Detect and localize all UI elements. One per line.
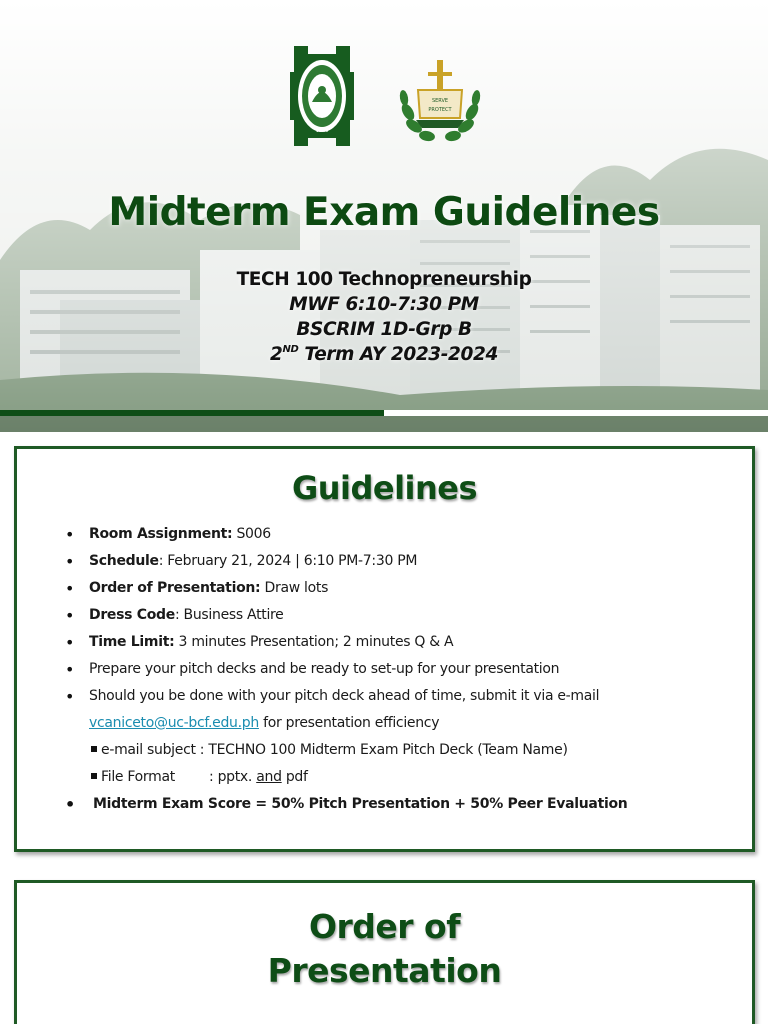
list-item-submit: • Should you be done with your pitch deck ahead of time, submit it via e-mail (89, 683, 732, 710)
accent-stripe-white (384, 410, 768, 416)
criminal-justice-emblem-logo (394, 56, 486, 148)
svg-text:1946: 1946 (315, 128, 329, 134)
list-item-schedule: • Schedule: February 21, 2024 | 6:10 PM-7:30 PM (89, 548, 732, 575)
title-slide (0, 0, 768, 432)
course-name: TECH 100 Technopreneurship (236, 269, 532, 290)
list-item-time-limit: • Time Limit: 3 minutes Presentation; 2 minutes Q & A (89, 629, 732, 656)
list-item-prepare: • Prepare your pitch decks and be ready to set-up for your presentation (89, 656, 732, 683)
list-item-order: • Order of Presentation: Draw lots (89, 575, 732, 602)
list-item-score: • Midterm Exam Score = 50% Pitch Presentation + 50% Peer Evaluation (89, 791, 732, 818)
guidelines-heading: Guidelines (291, 469, 478, 507)
class-schedule: MWF 6:10-7:30 PM (289, 294, 479, 315)
accent-stripe-green (0, 410, 384, 416)
order-heading: Order of Presentation (267, 907, 502, 990)
list-item-room: • Room Assignment: S006 (89, 521, 732, 548)
list-item-email-subject: e-mail subject : TECHNO 100 Midterm Exam Pitch Deck (Team Name) (89, 737, 732, 764)
guidelines-panel (14, 446, 755, 852)
logo-row (0, 40, 768, 150)
email-link[interactable]: vcaniceto@uc-bcf.edu.ph (89, 715, 259, 731)
list-item-file-format: File Format : pptx. and pdf (89, 764, 732, 791)
slide-title: Midterm Exam Guidelines (108, 190, 660, 235)
university-seal-logo (288, 42, 356, 150)
svg-text:PROTECT: PROTECT (428, 107, 452, 113)
list-item-dress-code: • Dress Code: Business Attire (89, 602, 732, 629)
footer-band (0, 416, 768, 432)
class-section: BSCRIM 1D-Grp B (296, 319, 472, 340)
list-item-email-line: vcaniceto@uc-bcf.edu.ph for presentation efficiency (89, 715, 440, 731)
course-info (0, 267, 768, 367)
guidelines-list (89, 521, 732, 818)
order-of-presentation-panel (14, 880, 755, 1024)
academic-term: 2ND Term AY 2023-2024 (270, 344, 498, 365)
svg-text:SERVE: SERVE (431, 98, 449, 104)
